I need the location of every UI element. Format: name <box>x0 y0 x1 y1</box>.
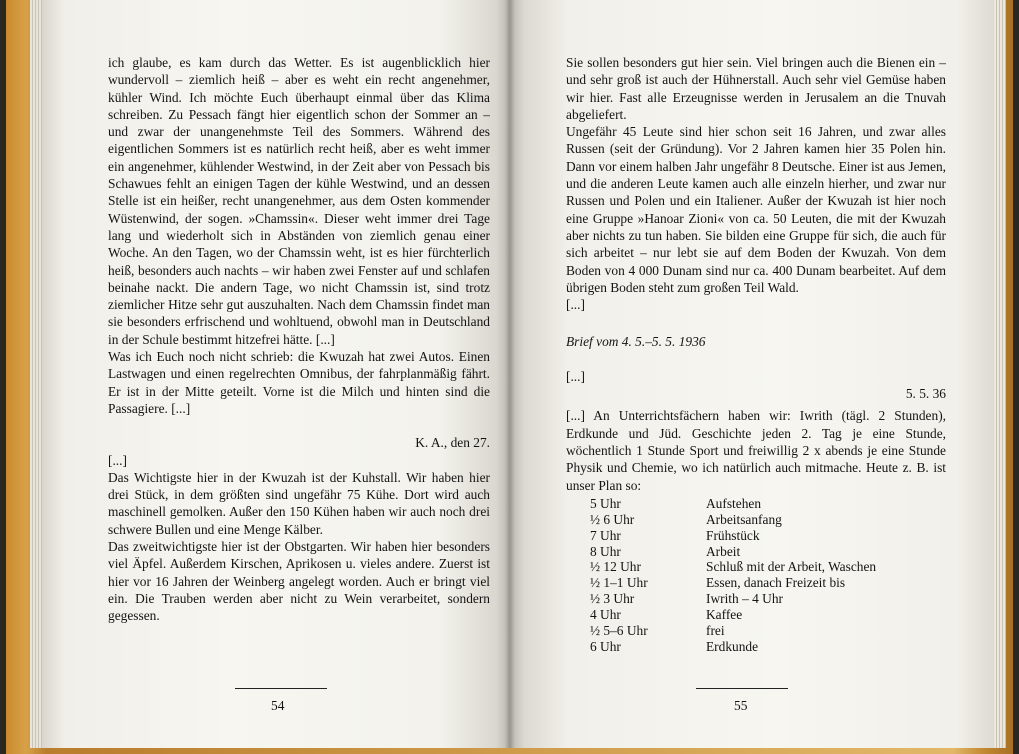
schedule-row: ½ 3 Uhr Iwrith – 4 Uhr <box>590 591 783 607</box>
right-page-text <box>566 54 946 655</box>
ellipsis: [...] <box>566 368 585 384</box>
left-page-text <box>108 54 490 625</box>
schedule-row: 8 Uhr Arbeit <box>590 543 741 559</box>
schedule-row: 5 Uhr Aufstehen <box>590 495 762 511</box>
page-number: 55 <box>734 698 748 713</box>
paragraph: Was ich Euch noch nicht schrieb: die Kwuzah hat zwei Autos. Einen Lastwagen und einen regelrechten Omnibus, der fahrplanmäßig fährt. Er ist in der Mitte geteilt. Vorne ist die Milch und hinten sind die Passagiere. [...] <box>108 349 490 416</box>
paragraph: Sie sollen besonders gut hier sein. Viel bringen auch die Bienen ein – und sehr groß ist auch der Hühnerstall. Auch sehr viel Gemüse haben wir hier. Fast alle Erzeugnisse werden in Jerusalem an die Tnuvah abgeliefert. <box>566 55 946 122</box>
left-page <box>42 0 510 748</box>
page-edges-right <box>994 0 1006 748</box>
paragraph: Das zweitwichtigste hier ist der Obstgarten. Wir haben hier besonders viel Äpfel. Außerdem Kirschen, Aprikosen u. vieles andere. Zuerst ist hier vor 16 Jahren der Weinberg angelegt worden. Auch er bringt viel ein. Die Trauben werden aber nicht zu Wein verarbeitet, sondern gegessen. <box>108 539 490 624</box>
book-gutter <box>505 0 515 748</box>
paragraph: ich glaube, es kam durch das Wetter. Es ist augenblicklich hier wundervoll – ziemlich heiß – aber es weht ein recht angenehmer, kühler Wind. Ich möchte Euch überhaupt einmal über das Klima schreiben. Zu Pessach fängt hier eigentlich schon der Sommer an – und zwar der unangenehmste Teil des Sommers. Während des eigentlichen Sommers ist es natürlich recht heiß, aber es weht immer ein angenehmer, kühlender Westwind, in der Zeit aber von Pessach bis Schawues fehlt an einigen Tagen der kühle Westwind, und an dessen Stelle ist ein heißer, recht unangenehmer, aus dem Osten kommender Wüstenwind, der sogen. »Chamssin«. Dieser weht immer drei Tage lang und wiederholt sich in Abständen von ziemlich genau einer Woche. An den Tagen, wo der Chamssin weht, ist es hier fürchterlich heiß, besonders auch nachts – wir haben zwei Fenster auf und schlafen beinahe nackt. Die andern Tage, wo nicht Chamssin ist, sind trotz ziemlicher Hitze sehr gut auszuhalten. Nach dem Chamssin findet man sie besonders erfrischend und wohltuend, obwohl man in Deutschland in der Schule bestimmt hitzefrei hätte. [...] <box>108 55 490 347</box>
schedule-row: 7 Uhr Frühstück <box>590 527 760 543</box>
schedule-row: 4 Uhr Kaffee <box>590 607 743 623</box>
right-page <box>510 0 996 748</box>
footer-rule <box>696 688 788 689</box>
paragraph: [...] An Unterrichtsfächern haben wir: Iwrith (tägl. 2 Stunden), Erdkunde und Jüd. Geschichte jeden 2. Tag je eine Stunde, wöchentlich 1 Stunde Sport und freiwillig 2 x abends je eine Stunde Physik und Chemie, wo ich natürlich auch mitmache. Heute z. B. ist unser Plan so: <box>566 408 946 493</box>
schedule-row: 6 Uhr Erdkunde <box>590 638 759 654</box>
schedule-row: ½ 12 Uhr Schluß mit der Arbeit, Waschen <box>590 559 877 575</box>
footer-rule <box>235 688 327 689</box>
ellipsis: [...] <box>108 452 127 468</box>
schedule-table <box>566 496 876 655</box>
schedule-row: ½ 6 Uhr Arbeitsanfang <box>590 511 782 527</box>
schedule-row: ½ 5–6 Uhr frei <box>590 623 725 639</box>
page-number: 54 <box>271 698 285 713</box>
ellipsis: [...] <box>566 297 585 313</box>
letter-heading: Brief vom 4. 5.–5. 5. 1936 <box>566 334 706 350</box>
paragraph: Das Wichtigste hier in der Kwuzah ist der Kuhstall. Wir haben hier drei Stück, in dem größten sind ungefähr 75 Kühe. Dort wird auch maschinell gemolken. Außer den 150 Kühen haben wir auch noch drei schwere Bullen und eine Menge Kälber. <box>108 469 490 537</box>
paragraph: Ungefähr 45 Leute sind hier schon seit 16 Jahren, und zwar alles Russen (seit der Gründung). Vor 2 Jahren kamen hier 35 Polen hin. Dann vor einem halben Jahr ungefähr 8 Deutsche. Einer ist aus Jemen, und die anderen Leute kamen auch alle einzeln hierher, und zwar nur Russen und Polen und ein Italiener. Außer der Kwuzah ist hier noch eine Gruppe »Hanoar Zioni« von ca. 50 Leuten, die mit der Kwuzah aber nichts zu tun haben. Sie bilden eine Gruppe für sich, die auch für sich arbeitet – nur lebt sie auf dem Boden der Kwuzah. Von dem Boden von 4 000 Dunam sind nur ca. 400 Dunam bearbeitet. Auf dem übrigen Boden steht zum großen Teil Wald. <box>566 124 946 295</box>
schedule-row: ½ 1–1 Uhr Essen, danach Freizeit bis <box>590 575 846 591</box>
dateline: K. A., den 27. <box>415 435 490 451</box>
date: 5. 5. 36 <box>905 386 946 402</box>
